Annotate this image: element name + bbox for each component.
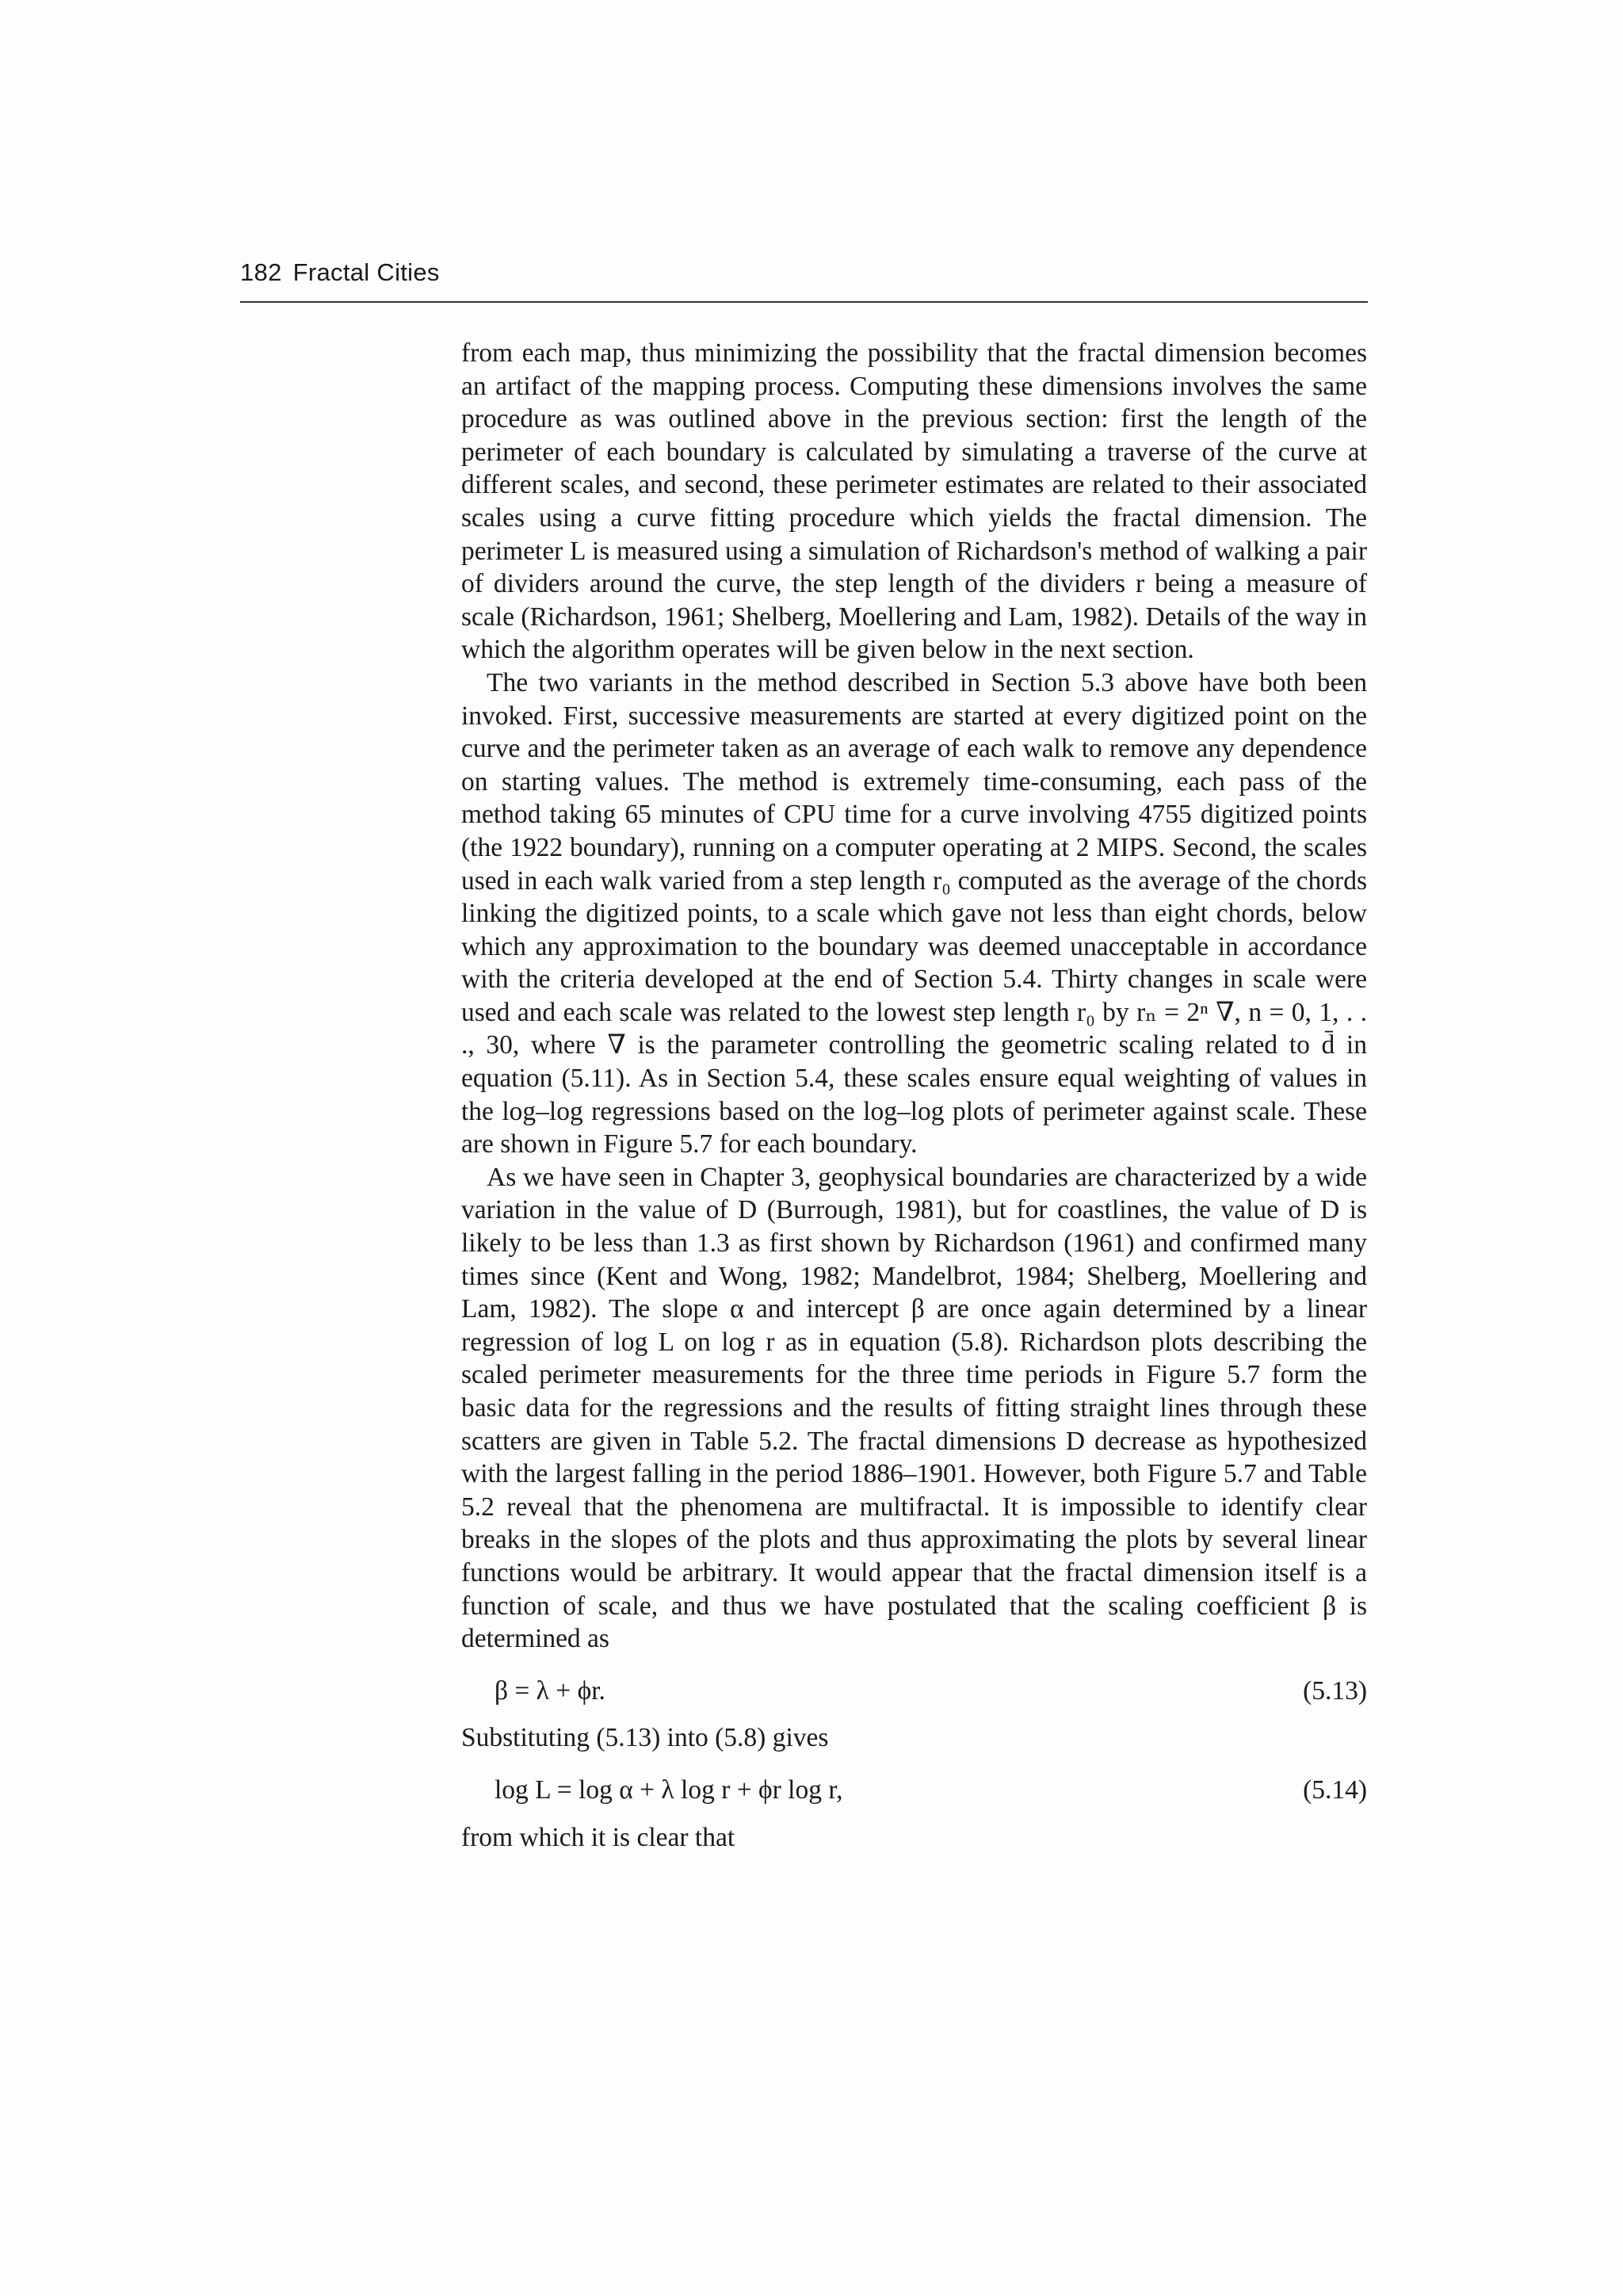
body-text [461, 337, 1367, 1854]
equation-5-13-number: (5.13) [1303, 1675, 1367, 1706]
equation-5-14 [461, 1774, 1367, 1807]
running-title: Fractal Cities [292, 258, 440, 286]
equation-5-13 [461, 1675, 1367, 1708]
equation-5-13-expression: β = λ + ϕr. [495, 1675, 605, 1706]
paragraph-2: The two variants in the method described in Section 5.3 above have both been invoked. First, successive measurements are started at every digitized point on the curve and the perimeter taken as an average of each walk to remove any dependence on starting values. The method is extremely time-consuming, each pass of the method taking 65 minutes of CPU time for a curve involving 4755 digitized points (the 1922 boundary), running on a computer operating at 2 MIPS. Second, the scales used in each walk varied from a step length r₀ computed as the average of the chords linking the digitized points, to a scale which gave not less than eight chords, below which any approximation to the boundary was deemed unacceptable in accordance with the criteria developed at the end of Section 5.4. Thirty changes in scale were used and each scale was related to the lowest step length r₀ by rₙ = 2ⁿ ∇, n = 0, 1, . . ., 30, where ∇ is the parameter controlling the geometric scaling related to d̄ in equation (5.11). As in Section 5.4, these scales ensure equal weighting of values in the log–log regressions based on the log–log plots of perimeter against scale. These are shown in Figure 5.7 for each boundary. [461, 667, 1367, 1159]
header-rule [240, 301, 1368, 303]
between-equations-text: Substituting (5.13) into (5.8) gives [461, 1723, 829, 1753]
equation-5-14-expression: log L = log α + λ log r + ϕr log r, [495, 1775, 843, 1805]
paragraph-1: from each map, thus minimizing the possibility that the fractal dimension becomes an artifact of the mapping process. Computing these dimensions involves the same procedure as was outlined above in the previous section: first the length of the perimeter of each boundary is calculated by simulating a traverse of the curve at different scales, and second, these perimeter estimates are related to their associated scales using a curve fitting procedure which yields the fractal dimension. The perimeter L is measured using a simulation of Richardson's method of walking a pair of dividers around the curve, the step length of the dividers r being a measure of scale (Richardson, 1961; Shelberg, Moellering and Lam, 1982). Details of the way in which the algorithm operates will be given below in the next section. [461, 338, 1367, 665]
page-number: 182 [240, 258, 282, 286]
closing-line: from which it is clear that [461, 1822, 735, 1852]
equation-5-14-number: (5.14) [1303, 1775, 1367, 1805]
paragraph-3: As we have seen in Chapter 3, geophysical boundaries are characterized by a wide variation in the value of D (Burrough, 1981), but for coastlines, the value of D is likely to be less than 1.3 as first shown by Richardson (1961) and confirmed many times since (Kent and Wong, 1982; Mandelbrot, 1984; Shelberg, Moellering and Lam, 1982). The slope α and intercept β are once again determined by a linear regression of log L on log r as in equation (5.8). Richardson plots describing the scaled perimeter measurements for the three time periods in Figure 5.7 form the basic data for the regressions and the results of fitting straight lines through these scatters are given in Table 5.2. The fractal dimensions D decrease as hypothesized with the largest falling in the period 1886–1901. However, both Figure 5.7 and Table 5.2 reveal that the phenomena are multifractal. It is impossible to identify clear breaks in the slopes of the plots and thus approximating the plots by several linear functions would be arbitrary. It would appear that the fractal dimension itself is a function of scale, and thus we have postulated that the scaling coefficient β is determined as [461, 1162, 1367, 1654]
running-head [240, 258, 440, 287]
